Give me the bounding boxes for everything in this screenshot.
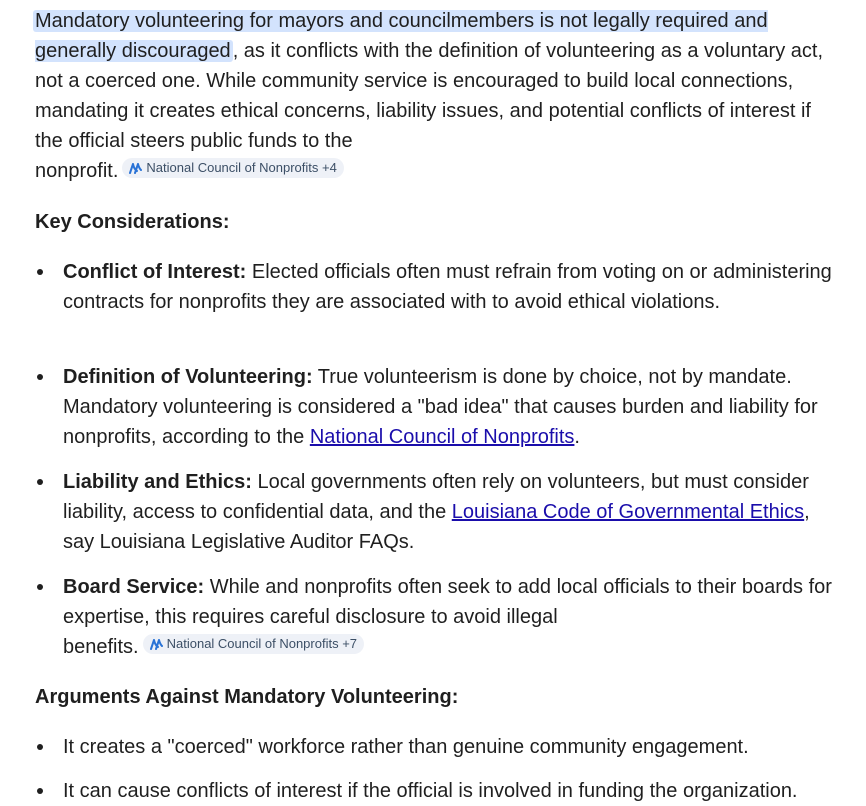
item-title: Board Service: xyxy=(63,576,205,598)
key-considerations-heading: Key Considerations: xyxy=(35,211,230,233)
item-text: Local governments often rely on volunteers, but must consider liability, access to confidential data, and the xyxy=(63,471,809,523)
list-item xyxy=(35,776,835,806)
item-text: Elected officials often must refrain from voting on or administering contracts for nonprofits they are associated with to avoid ethical violations. xyxy=(63,261,832,313)
item-title: Conflict of Interest: xyxy=(63,261,247,283)
source-chip-label: National Council of Nonprofits +4 xyxy=(146,160,337,175)
list-item xyxy=(35,572,835,662)
list-item xyxy=(35,732,835,762)
bullet xyxy=(37,788,43,794)
source-logo-icon xyxy=(149,637,163,651)
item-title: Liability and Ethics: xyxy=(63,471,252,493)
highlighted-summary: Mandatory volunteering for mayors and councilmembers is not legally required and generally discouraged xyxy=(35,10,768,62)
bullet xyxy=(37,584,43,590)
intro-text: , as it conflicts with the definition of volunteering as a voluntary act, not a coerced one. While community service is encouraged to build local connections, mandating it creates ethical concerns, liability issues, and potential conflicts of interest if the official steers public funds to the xyxy=(35,40,823,152)
item-text: True volunteerism is done by choice, not by mandate. Mandatory volunteering is considered a "bad idea" that causes burden and liability for nonprofits, according to the xyxy=(63,366,818,448)
source-chip[interactable] xyxy=(143,634,364,654)
louisiana-ethics-link[interactable]: Louisiana Code of Governmental Ethics xyxy=(451,501,805,523)
source-logo-icon xyxy=(128,161,142,175)
list-item xyxy=(35,467,835,557)
item-text: While and nonprofits often seek to add local officials to their boards for expertise, this requires careful disclosure to avoid illegal xyxy=(63,576,832,628)
list-item xyxy=(35,257,835,317)
bullet xyxy=(37,374,43,380)
argument-text: It creates a "coerced" workforce rather than genuine community engagement. xyxy=(63,736,749,758)
bullet xyxy=(37,269,43,275)
argument-text: It can cause conflicts of interest if the official is involved in funding the organization. xyxy=(63,780,798,802)
national-council-link[interactable]: National Council of Nonprofits xyxy=(309,426,575,448)
bullet xyxy=(37,744,43,750)
bullet xyxy=(37,479,43,485)
intro-paragraph xyxy=(35,6,825,186)
source-chip[interactable] xyxy=(122,158,343,178)
item-last-word: benefits. xyxy=(63,636,139,658)
source-chip-label: National Council of Nonprofits +7 xyxy=(166,636,358,651)
item-title: Definition of Volunteering: xyxy=(63,366,313,388)
intro-last-word: nonprofit. xyxy=(35,160,119,182)
list-item xyxy=(35,362,835,452)
item-text-end: , say Louisiana Legislative Auditor FAQs. xyxy=(63,501,810,553)
item-text-end: . xyxy=(574,426,580,448)
arguments-heading: Arguments Against Mandatory Volunteering: xyxy=(35,686,459,708)
